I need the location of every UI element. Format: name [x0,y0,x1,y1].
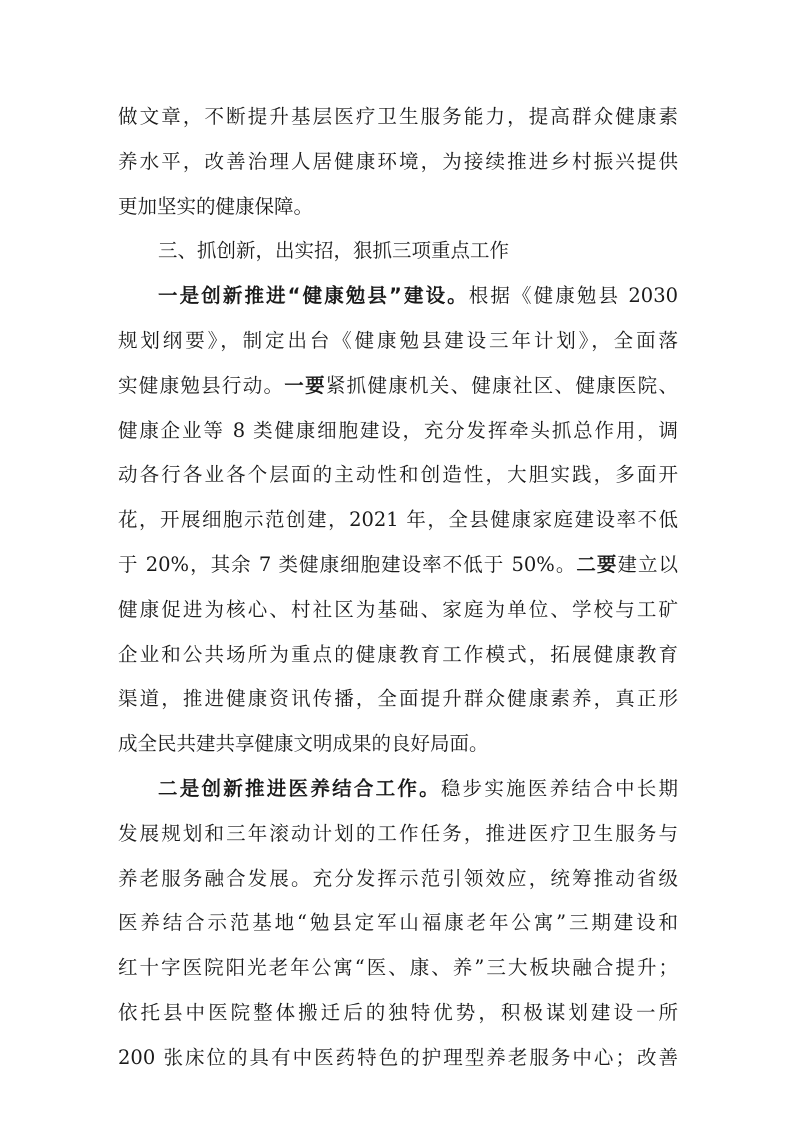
text-line [118,274,678,319]
body-text: 医养结合示范基地“勉县定军山福康老年公寓”三期建设和 [118,911,678,935]
body-text: 实健康勉县行动。 [118,373,285,397]
body-text: 健康企业等 8 类健康细胞建设，充分发挥牵头抓总作用，调 [118,418,678,442]
body-text: 花，开展细胞示范创建，2021 年，全县健康家庭建设率不低 [118,508,678,532]
body-text: 企业和公共场所为重点的健康教育工作模式，拓展健康教育 [118,642,678,666]
text-line [118,543,678,588]
body-text: 根据《健康勉县 2030 [468,284,679,308]
body-text: 依托县中医院整体搬迁后的独特优势，积极谋划建设一所 [118,1000,678,1024]
text-line [118,767,678,812]
text-line [118,812,678,857]
bold-heading-text: 一是创新推进“健康勉县”建设。 [158,284,469,308]
body-text: 成全民共建共享健康文明成果的良好局面。 [118,732,489,756]
body-text: 三、抓创新，出实招，狠抓三项重点工作 [158,239,510,263]
body-text: 渠道，推进健康资讯传播，全面提升群众健康素养，真正形 [118,687,678,711]
body-text: 红十字医院阳光老年公寓“医、康、养”三大板块融合提升； [118,956,678,980]
bold-heading-text: 二是创新推进医养结合工作。 [158,776,441,800]
text-line [118,364,678,409]
text-line [118,1036,678,1081]
body-text: 做文章，不断提升基层医疗卫生服务能力，提高群众健康素 [118,105,678,128]
text-line [118,588,678,633]
bold-heading-text: 二要 [576,552,618,576]
text-line [118,722,678,767]
body-text: 稳步实施医养结合中长期 [440,776,678,800]
text-line [118,95,678,140]
text-line [118,498,678,543]
text-line [118,453,678,498]
body-text: 养老服务融合发展。充分发挥示范引领效应，统筹推动省级 [118,866,678,890]
body-text: 发展规划和三年滚动计划的工作任务，推进医疗卫生服务与 [118,821,678,845]
text-line [118,319,678,364]
body-text: 紧抓健康机关、健康社区、健康医院、 [325,373,678,397]
bold-heading-text: 一要 [284,373,326,397]
text-line [118,185,678,230]
body-text: 动各行各业各个层面的主动性和创造性，大胆实践，多面开 [118,463,678,487]
body-text: 养水平，改善治理人居健康环境，为接续推进乡村振兴提供 [118,149,678,173]
text-line [118,991,678,1036]
text-line [118,946,678,991]
body-text: 规划纲要》，制定出台《健康勉县建设三年计划》，全面落 [118,328,678,352]
text-line [118,677,678,722]
body-text: 更加坚实的健康保障。 [118,194,314,218]
text-line [118,901,678,946]
body-text: 200 张床位的具有中医药特色的护理型养老服务中心；改善 [118,1045,678,1069]
body-text: 健康促进为核心、村社区为基础、家庭为单位、学校与工矿 [118,597,678,621]
text-line [118,633,678,678]
text-line [118,140,678,185]
text-line [118,409,678,454]
document-page [118,95,678,1081]
body-text: 于 20%，其余 7 类健康细胞建设率不低于 50%。 [118,552,577,576]
text-line [118,857,678,902]
text-line [118,229,678,274]
body-text: 建立以 [617,552,678,576]
